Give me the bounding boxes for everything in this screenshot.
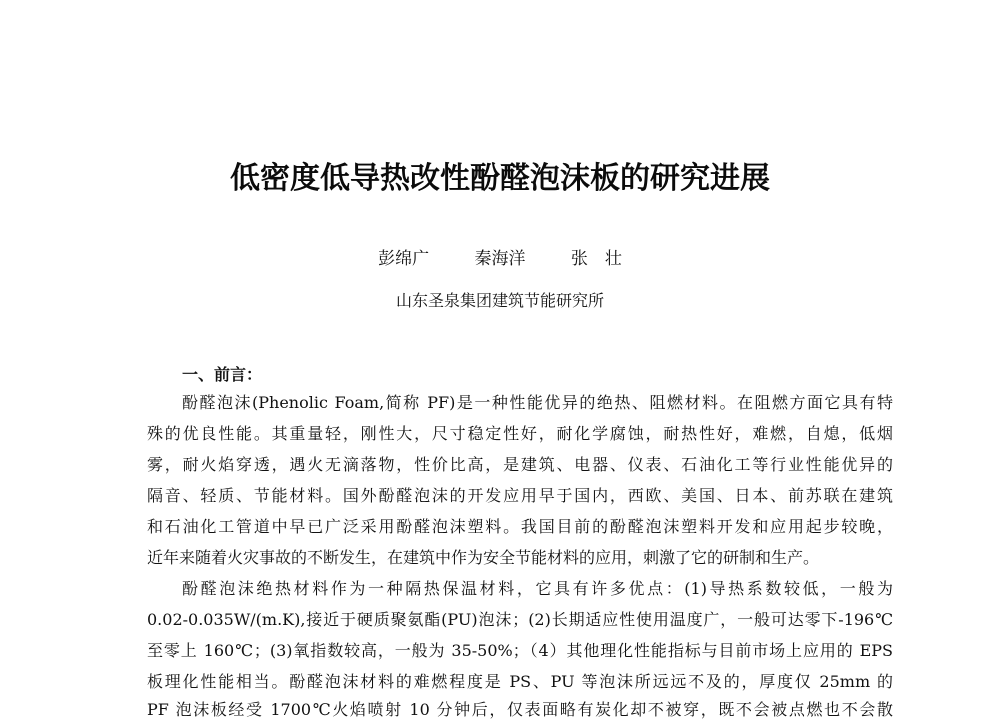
paragraph-line: 酚醛泡沫(Phenolic Foam,简称 PF)是一种性能优异的绝热、阻燃材料。在阻燃方面它具有特 <box>182 393 893 412</box>
author-list <box>0 244 1000 269</box>
author-name: 彭绵广 <box>378 249 430 269</box>
paragraph-line: PF 泡沫板经受 1700℃火焰喷射 10 分钟后，仅表面略有炭化却不被穿，既不会被点燃也不会散 <box>147 700 893 719</box>
paragraph-line: 酚醛泡沫绝热材料作为一种隔热保温材料，它具有许多优点：(1)导热系数较低，一般为 <box>182 579 893 598</box>
paragraph-line: 隔音、轻质、节能材料。国外酚醛泡沫的开发应用早于国内，西欧、美国、日本、前苏联在建筑 <box>147 486 893 505</box>
paragraph-line: 0.02-0.035W/(m.K),接近于硬质聚氨酯(PU)泡沫；(2)长期适应性使用温度广，一般可达零下-196℃ <box>147 610 893 629</box>
paragraph-line: 至零上 160℃；(3)氧指数较高，一般为 35-50%；（4）其他理化性能指标与目前市场上应用的 EPS <box>147 641 893 660</box>
paragraph-line: 和石油化工管道中早已广泛采用酚醛泡沫塑料。我国目前的酚醛泡沫塑料开发和应用起步较晚， <box>147 517 893 536</box>
paragraph-line: 雾，耐火焰穿透，遇火无滴落物，性价比高，是建筑、电器、仪表、石油化工等行业性能优异的 <box>147 455 893 474</box>
author-name: 张 壮 <box>570 249 622 269</box>
section-heading: 一、前言： <box>182 365 263 384</box>
author-name: 秦海洋 <box>474 249 526 269</box>
paragraph-line: 殊的优良性能。其重量轻，刚性大，尺寸稳定性好，耐化学腐蚀，耐热性好，难燃，自熄，低烟 <box>147 424 893 443</box>
paragraph-line: 板理化性能相当。酚醛泡沫材料的难燃程度是 PS、PU 等泡沫所远远不及的，厚度仅 25mm 的 <box>147 672 893 691</box>
paper-title: 低密度低导热改性酚醛泡沫板的研究进展 <box>230 161 770 196</box>
author-affiliation: 山东圣泉集团建筑节能研究所 <box>395 291 604 310</box>
paragraph-line: 近年来随着火灾事故的不断发生，在建筑中作为安全节能材料的应用，刺激了它的研制和生产。 <box>147 548 820 567</box>
